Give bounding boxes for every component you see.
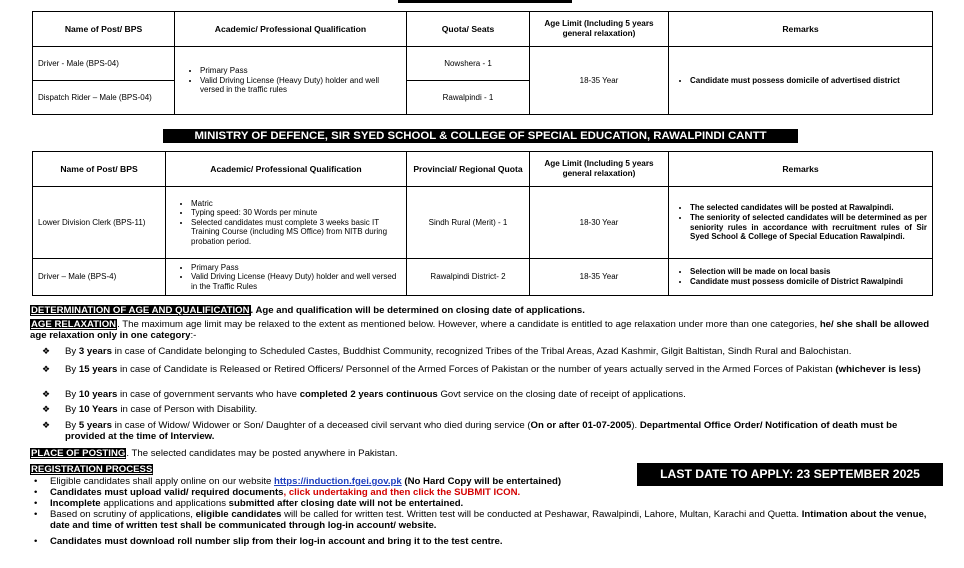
jobs-table-2: [32, 151, 933, 296]
post-name: Lower Division Clerk (BPS-11): [33, 187, 166, 259]
post-name: Driver - Male (BPS-04): [33, 47, 175, 81]
qualification-item: • Selected candidates must complete 3 weeks basic IT Training Course (including MS Office) from NITB during probation period.: [191, 218, 401, 247]
item-text: By: [65, 364, 79, 375]
registration-item: [30, 510, 935, 531]
remarks-cell: [669, 47, 933, 115]
item-red: , click undertaking and then click the SUBMIT ICON.: [283, 487, 521, 498]
item-text: in case of Candidate belonging to Scheduled Castes, Buddhist Community, recognized Tribes of the Tribal Areas, Azad Kashmir, Gilgit Baltistan, Sindh Rural and Balochistan.: [111, 346, 852, 357]
diamond-bullet-icon: ❖: [41, 364, 51, 374]
item-text: ).: [631, 420, 640, 431]
qualification-item: • Primary Pass: [200, 66, 401, 76]
cropped-section-banner: [398, 0, 572, 3]
remark-item: • Candidate must possess domicile of advertised district: [690, 76, 927, 86]
item-bold: eligible candidates: [195, 509, 282, 520]
qualification-cell: [175, 47, 407, 115]
bullet-icon: •: [34, 487, 38, 498]
table-row: [33, 47, 933, 81]
item-text: will be called for written test. Written test will be conducted at Peshawar, Rawalpindi, Lahore, Multan, Karachi and Quetta.: [281, 509, 802, 520]
section-title: MINISTRY OF DEFENCE, SIR SYED SCHOOL & COLLEGE OF SPECIAL EDUCATION, RAWALPINDI CANTT: [163, 129, 798, 143]
relaxation-item: [40, 389, 930, 400]
quota-cell: Nowshera - 1: [407, 47, 530, 81]
header-remarks: Remarks: [669, 12, 933, 47]
diamond-bullet-icon: ❖: [41, 389, 51, 399]
bullet-icon: •: [34, 509, 38, 520]
item-text: By: [65, 420, 79, 431]
item-text: By: [65, 404, 79, 415]
header-remarks: Remarks: [669, 152, 933, 187]
item-text: Based on scrutiny of applications,: [50, 509, 196, 520]
header-age-limit: Age Limit (Including 5 years general relaxation): [530, 12, 669, 47]
item-bold: (No Hard Copy will be entertained): [401, 476, 562, 487]
item-text: Govt service on the closing date of receipt of applications.: [437, 389, 686, 400]
item-text: By: [65, 346, 79, 357]
registration-item: [30, 488, 650, 499]
header-quota: Quota/ Seats: [407, 12, 530, 47]
item-bold: 5 years: [78, 420, 112, 431]
item-bold: submitted after closing date will not be entertained.: [228, 498, 464, 509]
item-bold: (whichever is less): [835, 364, 921, 375]
quota-cell: Rawalpindi District- 2: [407, 259, 530, 296]
registration-item: [30, 499, 935, 510]
diamond-bullet-icon: ❖: [41, 346, 51, 356]
last-date-banner: LAST DATE TO APPLY: 23 SEPTEMBER 2025: [637, 463, 943, 486]
age-relaxation-rule: he/ she shall be allowed age relaxation only in one category: [30, 319, 930, 342]
bullet-icon: •: [34, 536, 38, 547]
remark-item: • Candidate must possess domicile of District Rawalpindi: [690, 277, 927, 287]
relaxation-item: [40, 364, 930, 375]
relaxation-item: [40, 404, 930, 415]
diamond-bullet-icon: ❖: [41, 404, 51, 414]
item-bold: Candidates must upload valid/ required documents: [50, 487, 284, 498]
age-cell: 18-35 Year: [530, 259, 669, 296]
item-text: in case of government servants who have: [117, 389, 300, 400]
item-bold: 10 Years: [78, 404, 118, 415]
age-relaxation-colon: :-: [190, 330, 197, 342]
age-relaxation-text: . The maximum age limit may be relaxed to the extent as mentioned below. However, where a candidate is entitled to age relaxation under more than one categories,: [117, 319, 820, 330]
quota-cell: Rawalpindi - 1: [407, 81, 530, 115]
age-cell: 18-35 Year: [530, 47, 669, 115]
item-text: Eligible candidates shall apply online on our website: [50, 476, 274, 487]
item-text: applications and applications: [100, 498, 229, 509]
qualification-item: • Valid Driving License (Heavy Duty) holder and well versed in the Traffic Rules: [191, 272, 401, 291]
registration-heading: REGISTRATION PROCESS: [31, 464, 153, 475]
diamond-bullet-icon: ❖: [41, 420, 51, 430]
bullet-icon: •: [34, 498, 38, 509]
place-of-posting-heading: PLACE OF POSTING: [31, 448, 126, 459]
relaxation-item: [40, 420, 930, 443]
item-bold: 3 years: [78, 346, 112, 357]
qualification-item: • Primary Pass: [191, 263, 401, 273]
header-quota: Provincial/ Regional Quota: [407, 152, 530, 187]
determination-text: . Age and qualification will be determined on closing date of applications.: [250, 305, 585, 316]
relaxation-item: [40, 346, 930, 357]
item-bold: On or after 01-07-2005: [530, 420, 632, 431]
remarks-cell: [669, 187, 933, 259]
age-cell: 18-30 Year: [530, 187, 669, 259]
remarks-cell: [669, 259, 933, 296]
qualification-item: • Typing speed: 30 Words per minute: [191, 208, 401, 218]
header-post: Name of Post/ BPS: [33, 152, 166, 187]
item-text: in case of Person with Disability.: [117, 404, 258, 415]
table-row: [33, 187, 933, 259]
age-relaxation-intro: [30, 319, 935, 342]
quota-cell: Sindh Rural (Merit) - 1: [407, 187, 530, 259]
post-name: Driver – Male (BPS-4): [33, 259, 166, 296]
place-of-posting-line: [30, 448, 935, 459]
age-relaxation-heading: AGE RELAXATION: [31, 319, 117, 330]
bullet-icon: •: [34, 476, 38, 487]
qualification-item: • Valid Driving License (Heavy Duty) holder and well versed in the traffic rules: [200, 76, 401, 95]
item-text: in case of Candidate is Released or Retired Officers/ Personnel of the Armed Forces of Pakistan or the number of years actually served in the Armed Forces of Pakistan: [117, 364, 836, 375]
registration-item: [30, 537, 935, 548]
post-name: Dispatch Rider – Male (BPS-04): [33, 81, 175, 115]
remark-item: • Selection will be made on local basis: [690, 267, 927, 277]
remark-item: • The seniority of selected candidates will be determined as per seniority rules in accordance with recruitment rules of Sir Syed School & College of Special Education Rawalpindi.: [690, 213, 927, 242]
item-bold: completed 2 years continuous: [299, 389, 438, 400]
jobs-table-1: [32, 11, 933, 115]
determination-line: [30, 305, 935, 316]
qualification-cell: [166, 259, 407, 296]
header-qualification: Academic/ Professional Qualification: [175, 12, 407, 47]
induction-website-link[interactable]: https://induction.fgei.gov.pk: [274, 476, 402, 487]
registration-item: [30, 477, 650, 488]
item-text: in case of Widow/ Widower or Son/ Daughter of a deceased civil servant who died during service (: [111, 420, 531, 431]
item-bold: Candidates must download roll number slip from their log-in account and bring it to the test centre.: [50, 536, 503, 547]
item-bold: Incomplete: [50, 498, 101, 509]
table-row: [33, 259, 933, 296]
item-bold: 10 years: [78, 389, 118, 400]
place-of-posting-text: . The selected candidates may be posted anywhere in Pakistan.: [126, 448, 398, 459]
item-text: By: [65, 389, 79, 400]
item-bold: 15 years: [78, 364, 118, 375]
item-bold: Departmental Office Order/ Notification of death must be provided at the time of Interview.: [65, 420, 898, 443]
item-bold: Intimation about the venue, date and time of written test shall be communicated through log-in account/ website.: [50, 509, 927, 531]
qualification-item: • Matric: [191, 199, 401, 209]
remark-item: • The selected candidates will be posted at Rawalpindi.: [690, 203, 927, 213]
header-post: Name of Post/ BPS: [33, 12, 175, 47]
header-qualification: Academic/ Professional Qualification: [166, 152, 407, 187]
qualification-cell: [166, 187, 407, 259]
determination-heading: DETERMINATION OF AGE AND QUALIFICATION: [31, 305, 250, 316]
header-age-limit: Age Limit (Including 5 years general relaxation): [530, 152, 669, 187]
